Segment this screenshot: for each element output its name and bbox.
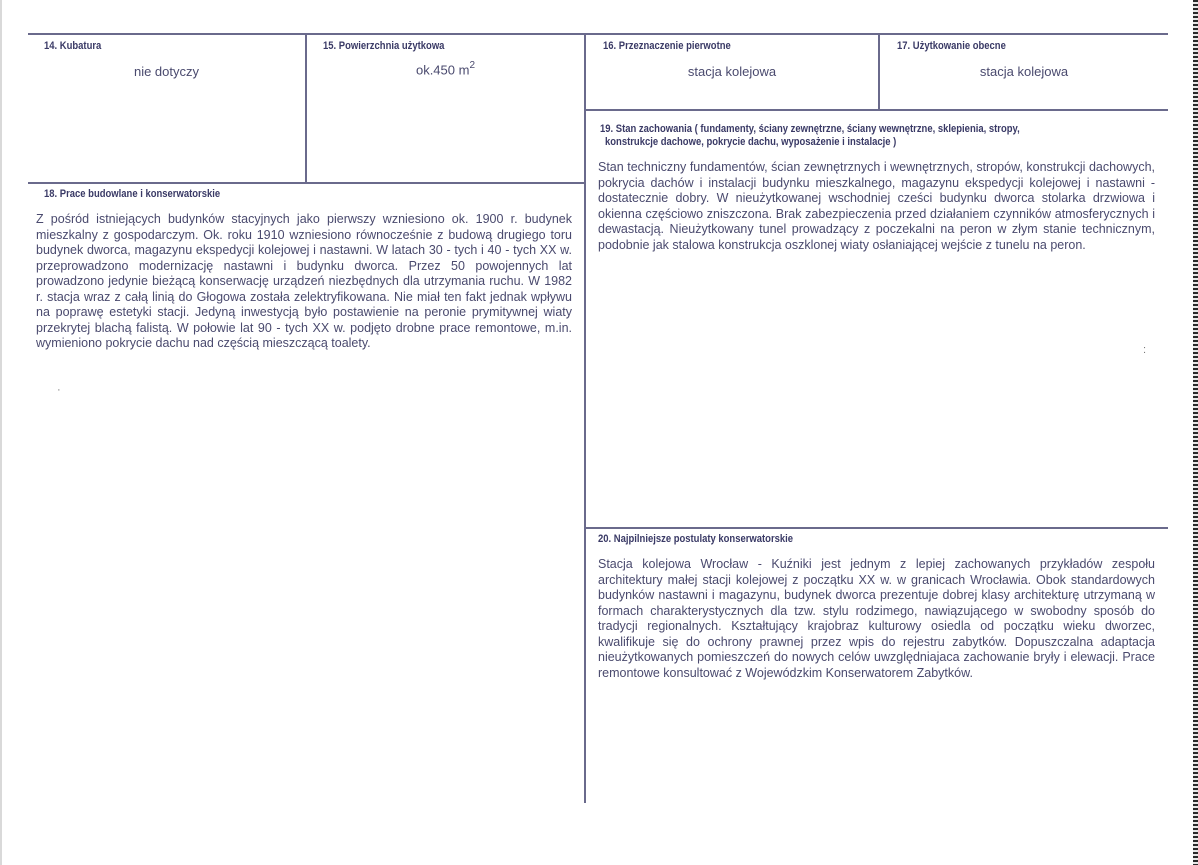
original-purpose-label: 16. Przeznaczenie pierwotne bbox=[603, 40, 731, 52]
current-use-label: 17. Użytkowanie obecne bbox=[897, 40, 1006, 52]
current-use-value: stacja kolejowa bbox=[979, 64, 1069, 79]
original-purpose-value: stacja kolejowa bbox=[687, 64, 777, 79]
center-divider bbox=[584, 33, 586, 803]
top-rule bbox=[28, 33, 1168, 35]
scan-left-edge bbox=[0, 0, 2, 865]
scan-speck-right: : bbox=[1143, 344, 1147, 356]
preservation-state-label-line1: 19. Stan zachowania ( fundamenty, ściany zewnętrzne, ściany wewnętrzne, sklepienia, stropy, bbox=[600, 123, 1020, 135]
preservation-state-label-line2: konstrukcje dachowe, pokrycie dachu, wyposażenie i instalacje ) bbox=[605, 136, 897, 148]
rule-under-16-17 bbox=[584, 109, 1168, 111]
scan-right-edge bbox=[1193, 0, 1198, 865]
rule-above-20 bbox=[584, 527, 1168, 529]
usable-area-exponent: 2 bbox=[469, 60, 476, 71]
cubature-value: nie dotyczy bbox=[133, 64, 200, 79]
usable-area-number: ok.450 m bbox=[415, 62, 470, 78]
construction-works-label: 18. Prace budowlane i konserwatorskie bbox=[44, 188, 221, 200]
rule-under-14-15 bbox=[28, 182, 586, 184]
construction-works-text: Z pośród istniejących budynków stacyjnych jako pierwszy wzniesiono ok. 1900 r. budynek mieszkalny z gospodarczym. Ok. roku 1910 wzniesiono równocześnie z budową drugiego toru budynek dworca, magazynu ekspedycji kolejowej i nastawni. W latach 30 - tych i 40 - tych XX w. przeprowadzono modernizację nastawni i budynku dworca. Przez 50 powojennych lat prowadzono jedynie bieżącą konserwację urządzeń niezbędnych dla utrzymania ruchu. W 1982 r. stacja wraz z całą linią do Głogowa została zelektryfikowana. Nie miał ten fakt jednak wpływu na poprawę estetyki stacji. Jedyną inwestycją było postawienie na peronie prymitywnej wiaty przekrytej blachą falistą. W połowie lat 90 - tych XX w. podjęto drobne prace remontowe, m.in. wymieniono pokrycie dachu nad częścią mieszczącą toalety. bbox=[36, 212, 572, 350]
divider-14-15 bbox=[305, 33, 307, 183]
conservation-postulates-label: 20. Najpilniejsze postulaty konserwatorskie bbox=[598, 533, 794, 545]
conservation-postulates-text: Stacja kolejowa Wrocław - Kuźniki jest jednym z lepiej zachowanych przykładów zespołu architektury małej stacji kolejowej z początku XX w. w granicach Wrocławia. Obok standardowych budynków nastawni i magazynu, budynek dworca prezentuje dobrej klasy architekturę utrzymaną w formach charakterystycznych dla tzw. stylu rodzimego, nawiązującego w swobodny sposób do tradycji regionalnych. Kształtujący krajobraz kulturowy osiedla od początku wieku dworzec, kwalifikuje się do ochrony prawnej przez wpis do rejestru zabytków. Dopuszczalna adaptacja nieużytkowanych pomieszczeń do nowych celów uwzględniajaca zachowanie bryły i elewacji. Prace remontowe konsultować z Wojewódzkim Konserwatorem Zabytków. bbox=[598, 557, 1155, 680]
usable-area-label: 15. Powierzchnia użytkowa bbox=[323, 40, 445, 52]
usable-area-value bbox=[307, 61, 584, 77]
cubature-label: 14. Kubatura bbox=[44, 40, 102, 52]
preservation-state-text: Stan techniczny fundamentów, ścian zewnętrznych i wewnętrznych, stropów, konstrukcji dachowych, pokrycia dachów i instalacji budynku mieszkalnego, magazynu ekspedycji kolejowej i nastawni - dostatecznie dobry. W nieużytkowanej wschodniej cześci budynku dworca stolarka drzwiowa i okienna częściowo zniszczona. Brak zabezpieczenia przed działaniem czynników atmosferycznych i dewastacją. Nieużytkowany tunel prowadzący z poczekalni na peron w złym stanie technicznym, podobnie jak stalowa konstrukcja oszklonej wiaty osłaniającej wejście z tunelu na peron. bbox=[598, 160, 1155, 252]
scan-speck-left: · bbox=[57, 384, 61, 396]
